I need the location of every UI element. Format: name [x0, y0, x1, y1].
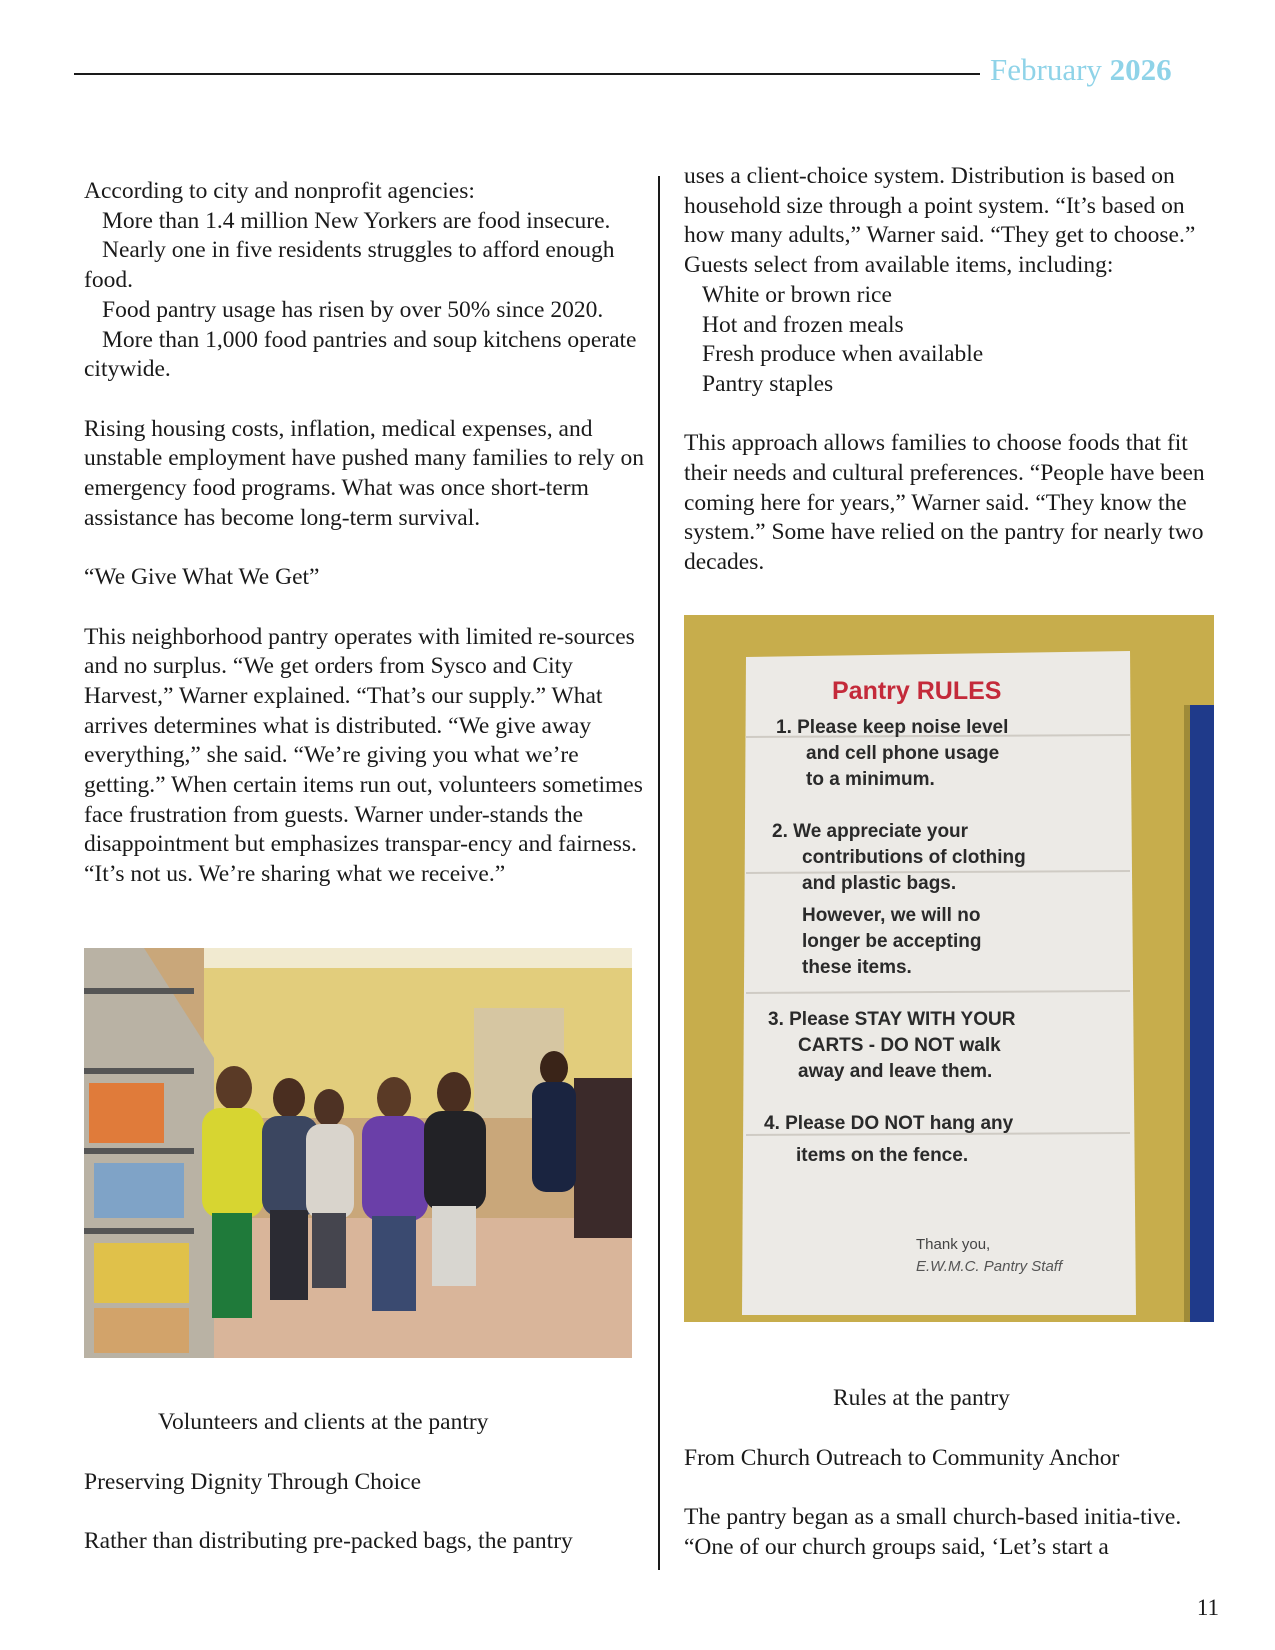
rule-2-line: However, we will no	[802, 905, 981, 926]
stat-item: More than 1.4 million New Yorkers are food insecure.	[102, 207, 611, 234]
stat-item: Food pantry usage has risen by over 50% since 2020.	[102, 296, 604, 323]
rule-2-line: longer be accepting	[802, 931, 982, 952]
left-column	[84, 177, 644, 890]
header-rule	[74, 73, 980, 75]
issue-year: 2026	[1109, 52, 1172, 87]
choice-item: Pantry staples	[702, 370, 834, 397]
right-column	[684, 162, 1224, 578]
paragraph-rising-costs: Rising housing costs, inflation, medical expenses, and unstable employment have pushed many families to rely on emergency food programs. What was once short-term assistance has become long-term survival.	[84, 415, 644, 531]
paragraph-rather: Rather than distributing pre-packed bags, the pantry	[84, 1528, 573, 1555]
rule-2-line: 2. We appreciate your	[772, 821, 969, 842]
stat-item: Nearly one in five residents struggles to afford enough food.	[84, 237, 615, 294]
stat-item: More than 1,000 food pantries and soup kitchens operate citywide.	[84, 326, 637, 383]
rule-3-line: CARTS - DO NOT walk	[798, 1035, 1001, 1056]
volunteers-photo-caption: Volunteers and clients at the pantry	[158, 1409, 489, 1435]
issue-month: February	[990, 52, 1102, 87]
section-heading-dignity: Preserving Dignity Through Choice	[84, 1469, 422, 1495]
rule-2-line: and plastic bags.	[802, 873, 957, 894]
rule-4-line: 4. Please DO NOT hang any	[764, 1113, 1014, 1134]
rule-2-line: contributions of clothing	[802, 847, 1026, 868]
left-column-tail	[84, 1468, 644, 1557]
paragraph-client-choice: uses a client-choice system. Distribution is based on household size through a point system. “It’s based on how many adults,” Warner said. “They get to choose.” Guests select from available items, including:	[684, 163, 1196, 279]
stats-intro: According to city and nonprofit agencies:	[84, 178, 475, 204]
paragraph-approach: This approach allows families to choose foods that fit their needs and cultural preferences. “People have been coming here for years,” Warner said. “They know the system.” Some have relied on the pantry for nearly two decades.	[684, 430, 1205, 576]
choice-item: Hot and frozen meals	[702, 311, 904, 338]
paragraph-limited-resources: This neighborhood pantry operates with limited re-sources and no surplus. “We get orders from Sysco and City Harvest,” Warner explained. “That’s our supply.” What arrives determines what is distributed. “We give away everything,” she said. “We’re giving you what we’re getting.” When certain items run out, volunteers sometimes face frustration from guests. Warner under-stands the disappointment but emphasizes transpar-ency and fairness. “It’s not us. We’re sharing what we receive.”	[84, 623, 643, 888]
page-number: 11	[1196, 1595, 1219, 1620]
rule-4-line: items on the fence.	[796, 1145, 969, 1166]
choice-item: Fresh produce when available	[702, 341, 984, 368]
rules-title: Pantry RULES	[832, 677, 1002, 705]
rules-photo-caption: Rules at the pantry	[833, 1385, 1010, 1411]
section-heading-give: “We Give What We Get”	[84, 564, 320, 591]
rule-3-line: 3. Please STAY WITH YOUR	[768, 1009, 1016, 1030]
rule-2-line: these items.	[802, 957, 912, 978]
sign-signature: E.W.M.C. Pantry Staff	[916, 1258, 1063, 1275]
paragraph-began: The pantry began as a small church-based initia-tive. “One of our church groups said, ‘Let’s start a	[684, 1504, 1182, 1561]
issue-date	[990, 54, 1172, 85]
rule-1-line: 1. Please keep noise level	[776, 717, 1009, 738]
rule-1-line: and cell phone usage	[806, 743, 1000, 764]
column-divider	[658, 176, 660, 1570]
sign-thanks: Thank you,	[916, 1236, 991, 1253]
rule-3-line: away and leave them.	[798, 1061, 993, 1082]
rule-1-line: to a minimum.	[806, 769, 935, 790]
pantry-rules-photo	[684, 615, 1214, 1322]
section-heading-church: From Church Outreach to Community Anchor	[684, 1445, 1120, 1471]
right-column-tail	[684, 1444, 1224, 1563]
choice-item: White or brown rice	[702, 281, 892, 308]
volunteers-photo	[84, 948, 632, 1358]
